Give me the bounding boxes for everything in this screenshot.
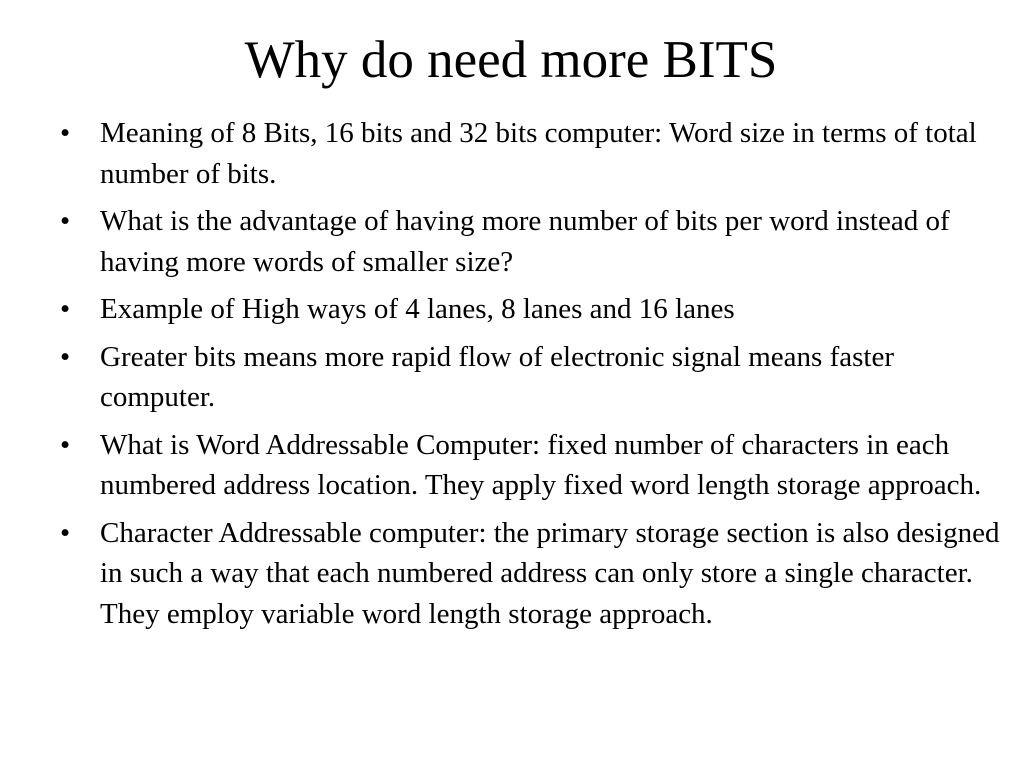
bullet-item (56, 337, 1006, 418)
bullet-text: Greater bits means more rapid flow of electronic signal means faster computer. (100, 340, 894, 413)
bullet-item (56, 113, 1006, 194)
bullet-text: Example of High ways of 4 lanes, 8 lanes and 16 lanes (100, 293, 735, 325)
bullet-text: Meaning of 8 Bits, 16 bits and 32 bits computer: Word size in terms of total number of bits. (100, 117, 977, 190)
bullet-dot-icon: • (60, 516, 71, 549)
bullet-list (56, 113, 1006, 641)
bullet-item (56, 513, 1006, 635)
bullet-text: What is the advantage of having more number of bits per word instead of having more words of smaller size? (100, 205, 950, 278)
bullet-item (56, 425, 1006, 506)
bullet-dot-icon: • (60, 428, 71, 461)
bullet-text: What is Word Addressable Computer: fixed number of characters in each numbered address location. They apply fixed word length storage approach. (100, 428, 982, 501)
bullet-text: Character Addressable computer: the primary storage section is also designed in such a way that each numbered address can only store a single character. They employ variable word length storage approach. (100, 516, 1000, 630)
bullet-dot-icon: • (60, 205, 71, 237)
slide-title: Why do need more BITS (244, 31, 778, 89)
bullet-dot-icon: • (60, 293, 71, 325)
bullet-dot-icon: • (60, 117, 71, 149)
bullet-item (56, 201, 1006, 282)
bullet-item (56, 289, 1006, 330)
bullet-dot-icon: • (60, 340, 71, 373)
